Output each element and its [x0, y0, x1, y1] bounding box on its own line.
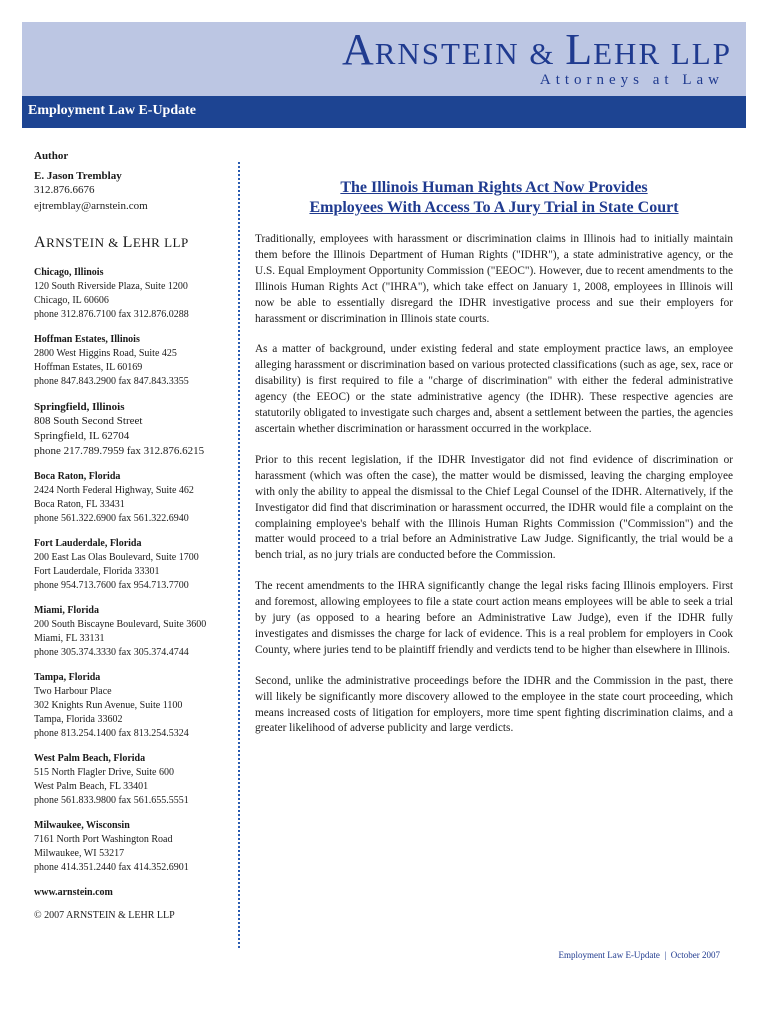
office-city: Boca Raton, Florida: [34, 471, 121, 482]
office-phone: phone 954.713.7600 fax 954.713.7700: [34, 580, 189, 591]
office-city: Miami, Florida: [34, 605, 99, 616]
office-city: Milwaukee, Wisconsin: [34, 820, 130, 831]
office-phone: phone 813.254.1400 fax 813.254.5324: [34, 728, 189, 739]
office-city-zip: Milwaukee, WI 53217: [34, 848, 125, 859]
office-tampa: [34, 671, 234, 741]
firm-tagline: Attorneys at Law: [539, 72, 724, 88]
article-paragraph: Second, unlike the administrative proceedings before the IDHR and the Commission in the past, there will likely be significantly more discovery allowed to the employee in the state court proceeding, which means increased costs of litigation for employers, more time spent fighting discrimination claims, and a greater likelihood of adverse publicity and large verdicts.: [255, 674, 733, 735]
column-divider: [238, 162, 240, 948]
office-boca-raton: [34, 470, 234, 526]
office-phone: phone 561.322.6900 fax 561.322.6940: [34, 513, 189, 524]
office-city-zip: Tampa, Florida 33602: [34, 714, 123, 725]
article-paragraph: Prior to this recent legislation, if the IDHR Investigator did not find evidence of discrimination or harassment (which was often the case), the matter would be dismissed, leaving the charging employee with only the ability to appeal the dismissal to the Chief Legal Counsel of the IDHR. Alternatively, if the Investigator did find that discrimination or harassment occurred, the IDHR would file a complaint on the complaining employee's behalf with the Illinois Human Rights Commission ("Commission") and the matter would proceed to a trial before an Administrative Law Judge. Significantly, the trial would be a bench trial, as no jury trials are conducted before the Commission.: [255, 453, 733, 562]
office-chicago: [34, 266, 234, 322]
copyright: © 2007 ARNSTEIN & LEHR LLP: [34, 910, 175, 921]
footer-date: October 2007: [670, 950, 720, 960]
office-city: Chicago, Illinois: [34, 267, 104, 278]
office-hoffman-estates: [34, 333, 234, 389]
office-city-zip: Chicago, IL 60606: [34, 295, 109, 306]
office-address: 200 South Biscayne Boulevard, Suite 3600: [34, 619, 207, 630]
office-milwaukee: [34, 819, 234, 875]
office-address: 120 South Riverside Plaza, Suite 1200: [34, 281, 188, 292]
article: [255, 178, 733, 752]
office-city: Springfield, Illinois: [34, 401, 125, 413]
publication-title: Employment Law E-Update: [28, 103, 197, 118]
article-paragraph: Traditionally, employees with harassment or discrimination claims in Illinois had to initially maintain them before the Illinois Department of Human Rights ("IDHR"), a state administrative agency, or the U.S. Equal Employment Opportunity Commission ("EEOC"). However, due to recent amendments to the Illinois Human Rights Act ("IHRA"), which take effect on January 1, 2008, employees in Illinois will now be able to essentially disregard the IDHR investigative process and sue their employers for harassment or discrimination in Illinois state courts.: [255, 233, 733, 325]
office-address: 302 Knights Run Avenue, Suite 1100: [34, 700, 183, 711]
office-springfield: [34, 400, 234, 459]
office-city-zip: Boca Raton, FL 33431: [34, 499, 125, 510]
article-paragraph: The recent amendments to the IHRA significantly change the legal risks facing Illinois employers. First and foremost, allowing employees to file a state court action means employees will be able to seek a trial by jury (as opposed to a hearing before an Administrative Law Judge), even if the IDHR fully investigates and dismisses the charge for lack of evidence. This is a real problem for employers in Cook County, where juries tend to be plaintiff friendly and verdicts tend to be higher than elsewhere in Illinois.: [255, 580, 733, 656]
author-email[interactable]: ejtremblay@arnstein.com: [34, 200, 148, 212]
website-link[interactable]: www.arnstein.com: [34, 887, 113, 898]
publication-bar: [22, 96, 746, 128]
article-headline: The Illinois Human Rights Act Now Provides Employees With Access To A Jury Trial in State Court: [309, 179, 679, 216]
office-west-palm-beach: [34, 752, 234, 808]
office-phone: phone 217.789.7959 fax 312.876.6215: [34, 445, 205, 457]
office-miami: [34, 604, 234, 660]
office-fort-lauderdale: [34, 537, 234, 593]
office-phone: phone 414.351.2440 fax 414.352.6901: [34, 862, 189, 873]
office-city-zip: Hoffman Estates, IL 60169: [34, 362, 143, 373]
office-address: 515 North Flagler Drive, Suite 600: [34, 767, 174, 778]
office-city: Tampa, Florida: [34, 672, 101, 683]
office-city: Hoffman Estates, Illinois: [34, 334, 140, 345]
firm-logo: ARNSTEIN & LEHR LLP: [341, 25, 732, 74]
footer-separator: |: [664, 950, 667, 960]
office-phone: phone 305.374.3330 fax 305.374.4744: [34, 647, 189, 658]
author-label: Author: [34, 150, 69, 162]
page-footer: [558, 950, 720, 960]
office-address: 2800 West Higgins Road, Suite 425: [34, 348, 177, 359]
sidebar-firm-name: ARNSTEIN & LEHR LLP: [34, 234, 189, 251]
office-address: 808 South Second Street: [34, 415, 143, 427]
office-city-zip: West Palm Beach, FL 33401: [34, 781, 149, 792]
office-address: 7161 North Port Washington Road: [34, 834, 173, 845]
office-address: 2424 North Federal Highway, Suite 462: [34, 485, 194, 496]
office-city-zip: Miami, FL 33131: [34, 633, 105, 644]
article-paragraph: As a matter of background, under existing federal and state employment practice laws, an employee alleging harassment or discrimination based on various protected classifications (such as age, sex, race or disability) is first required to file a "charge of discrimination" with either the federal administrative agency (the EEOC) or the state administrative agency (the IDHR). These respective agencies are statutorily obligated to investigate such charges and, absent a settlement between the parties, the agencies ascertain whether discrimination or harassment occurred in the workplace.: [255, 343, 733, 435]
office-phone: phone 847.843.2900 fax 847.843.3355: [34, 376, 189, 387]
office-city-zip: Springfield, IL 62704: [34, 430, 130, 442]
office-city: West Palm Beach, Florida: [34, 753, 146, 764]
sidebar: [34, 150, 234, 921]
office-phone: phone 312.876.7100 fax 312.876.0288: [34, 309, 189, 320]
office-phone: phone 561.833.9800 fax 561.655.5551: [34, 795, 189, 806]
footer-publication: Employment Law E-Update: [558, 950, 660, 960]
author-name: E. Jason Tremblay: [34, 170, 122, 182]
office-city: Fort Lauderdale, Florida: [34, 538, 142, 549]
masthead: [22, 22, 746, 96]
author-phone: 312.876.6676: [34, 184, 95, 196]
office-address: 200 East Las Olas Boulevard, Suite 1700: [34, 552, 199, 563]
office-city-zip: Fort Lauderdale, Florida 33301: [34, 566, 160, 577]
office-building: Two Harbour Place: [34, 686, 112, 697]
